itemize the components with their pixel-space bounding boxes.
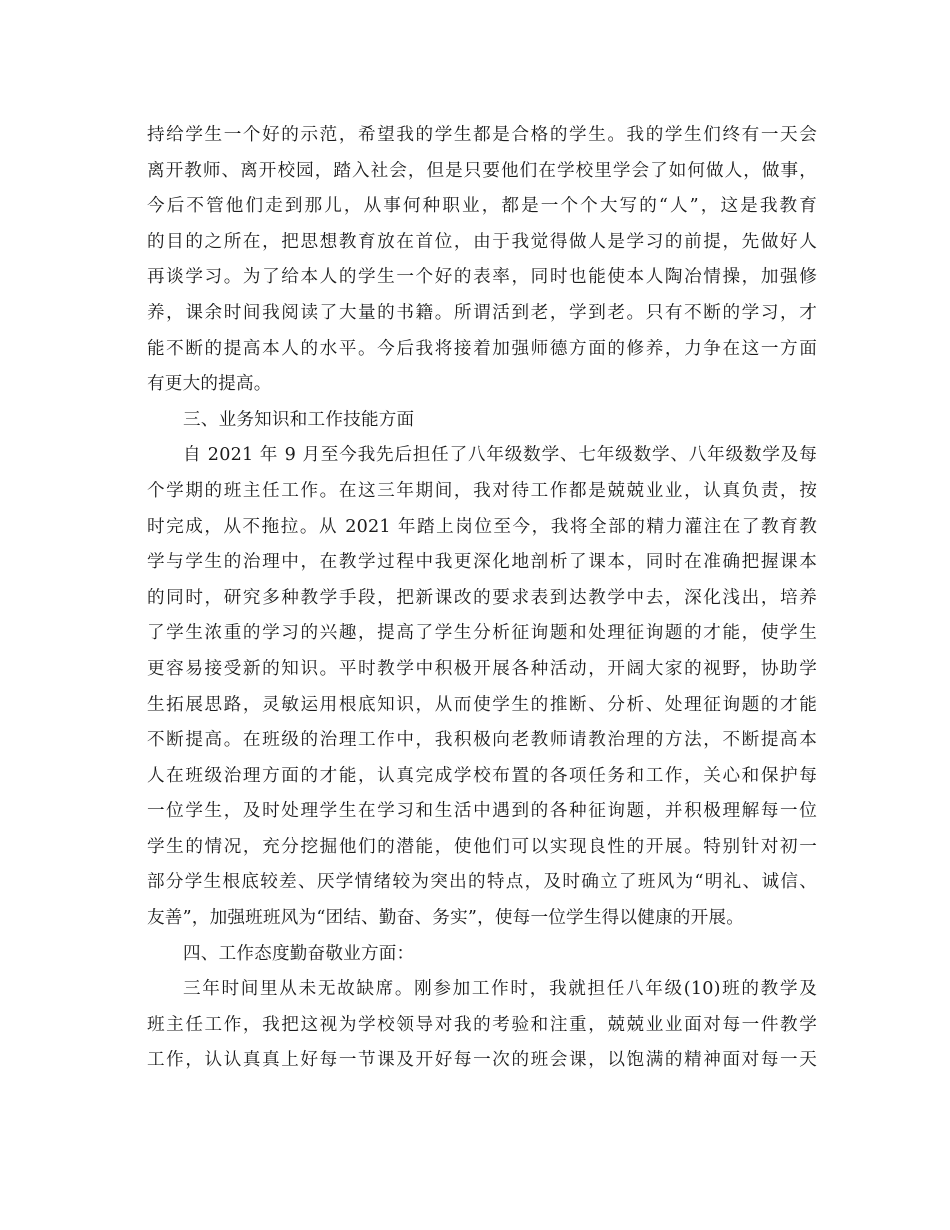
text-line: 学生的情况，充分挖掘他们的潜能，使他们可以实现良性的开展。特别针对初一 [147,836,817,857]
text-line: 有更大的提高。 [147,374,272,395]
text-line: 学与学生的治理中，在教学过程中我更深化地剖析了课本，同时在准确把握课本 [147,552,817,573]
text-line: 个学期的班主任工作。在这三年期间，我对待工作都是兢兢业业，认真负责，按 [147,480,817,501]
text-line: 生拓展思路，灵敏运用根底知识，从而使学生的推断、分析、处理征询题的才能 [147,694,817,715]
text-line: 自 2021 年 9 月至今我先后担任了八年级数学、七年级数学、八年级数学及每 [183,445,817,466]
text-line: 人在班级治理方面的才能，认真完成学校布置的各项任务和工作，关心和保护每 [147,765,817,786]
text-line: 的同时，研究多种教学手段，把新课改的要求表到达教学中去，深化浅出，培养 [147,587,817,608]
paragraph-1 [147,118,817,403]
text-line: 三年时间里从未无故缺席。刚参加工作时，我就担任八年级(10)班的教学及 [183,979,817,1000]
text-line: 今后不管他们走到那儿，从事何种职业，都是一个个大写的“人”，这是我教育 [147,196,817,217]
section-heading-3: 三、业务知识和工作技能方面 [183,409,415,430]
text-line: 一位学生，及时处理学生在学习和生活中遇到的各种征询题，并积极理解每一位 [147,801,817,822]
text-line: 了学生浓重的学习的兴趣，提高了学生分析征询题和处理征询题的才能，使学生 [147,623,817,644]
text-line: 离开教师、离开校园，踏入社会，但是只要他们在学校里学会了如何做人，做事， [147,160,817,181]
text-line: 时完成，从不拖拉。从 2021 年踏上岗位至今，我将全部的精力灌注在了教育教 [147,516,817,537]
text-line: 友善”，加强班班风为“团结、勤奋、务实”，使每一位学生得以健康的开展。 [147,908,744,929]
paragraph-2 [147,438,817,936]
text-line: 工作，认认真真上好每一节课及开好每一次的班会课，以饱满的精神面对每一天 [147,1050,817,1071]
document-body [147,118,817,1079]
text-line: 不断提高。在班级的治理工作中，我积极向老教师请教治理的方法，不断提高本 [147,730,817,751]
text-line: 的目的之所在，把思想教育放在首位，由于我觉得做人是学习的前提，先做好人 [147,231,817,252]
text-line: 再谈学习。为了给本人的学生一个好的表率，同时也能使本人陶冶情操，加强修 [147,267,817,288]
text-line: 班主任工作，我把这视为学校领导对我的考验和注重，兢兢业业面对每一件教学 [147,1014,817,1035]
section-heading-4: 四、工作态度勤奋敬业方面： [183,943,415,964]
text-line: 能不断的提高本人的水平。今后我将接着加强师德方面的修养，力争在这一方面 [147,338,817,359]
text-line: 养，课余时间我阅读了大量的书籍。所谓活到老，学到老。只有不断的学习，才 [147,302,817,323]
paragraph-3 [147,972,817,1079]
text-line: 更容易接受新的知识。平时教学中积极开展各种活动，开阔大家的视野，协助学 [147,658,817,679]
text-line: 持给学生一个好的示范，希望我的学生都是合格的学生。我的学生们终有一天会 [147,125,817,145]
text-line: 部分学生根底较差、厌学情绪较为突出的特点，及时确立了班风为“明礼、诚信、 [147,872,817,893]
